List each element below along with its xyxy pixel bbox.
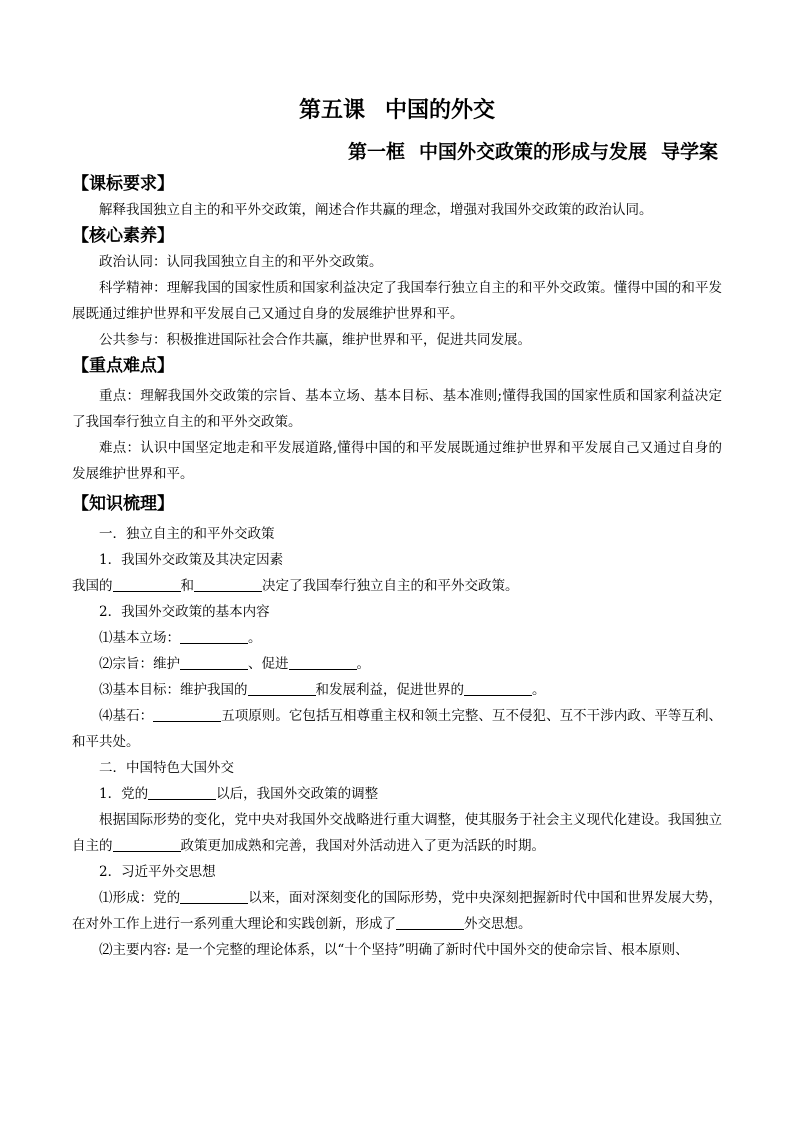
main-content-text: ⑵主要内容: 是一个完整的理论体系，以“十个坚持”明确了新时代中国外交的使命宗旨、根本原则、 [99,942,689,958]
knowledge-part-1: 一．独立自主的和平外交政策 [99,526,275,542]
blank-field [464,681,532,696]
blank-field [289,655,357,670]
core-political: 政治认同：认同我国独立自主的和平外交政策。 [99,254,383,270]
fill-line-party-congress: 1．党的 以后，我国外交政策的调整 [99,786,379,802]
heading-key-points: 【重点难点】 [72,356,174,376]
fill-line-foundation: ⑷基石： 五项原则。它包括互相尊重主权和领土完整、互不侵犯、互不干涉内政、平等互利、和平共处。 [72,708,723,750]
knowledge-1-1: 1．我国外交政策及其决定因素 [99,552,284,568]
blank-field [148,785,216,800]
core-science: 科学精神：理解我国的国家性质和国家利益决定了我国奉行独立自主的和平外交政策。懂得中国的和平发展既通过维护世界和平发展自己又通过自身的发展维护世界和平。 [72,280,722,322]
fill-line-purpose: ⑵宗旨：维护 、促进 。 [99,656,370,672]
heading-core-literacy: 【核心素养】 [72,226,174,246]
blank-field [180,629,248,644]
blank-field [113,577,181,592]
blank-field [396,915,464,930]
blank-field [113,837,181,852]
fill-line-determinants: 我国的 和 决定了我国奉行独立自主的和平外交政策。 [72,578,519,594]
blank-field [180,655,248,670]
curriculum-text: 解释我国独立自主的和平外交政策，阐述合作共赢的理念，增强对我国外交政策的政治认同。 [99,202,653,218]
core-public: 公共参与：积极推进国际社会合作共赢，维护世界和平，促进共同发展。 [99,332,531,348]
blank-field [180,889,248,904]
fill-line-adjustment: 根据国际形势的变化，党中央对我国外交战略进行重大调整，使其服务于社会主义现代化建设。我国独立自主的 政策更加成熟和完善，我国对外活动进入了更为活跃的时期。 [72,812,722,854]
key-point: 重点：理解我国外交政策的宗旨、基本立场、基本目标、基本准则;懂得我国的国家性质和国家利益决定了我国奉行独立自主的和平外交政策。 [72,388,722,430]
document-page [72,95,722,963]
knowledge-part-2: 二．中国特色大国外交 [99,760,234,776]
blank-field [153,707,221,722]
heading-knowledge: 【知识梳理】 [72,494,174,514]
knowledge-2-2: 2．习近平外交思想 [99,864,216,880]
heading-curriculum: 【课标要求】 [72,174,174,194]
difficult-point: 难点：认识中国坚定地走和平发展道路,懂得中国的和平发展既通过维护世界和平发展自己又通过自身的发展维护世界和平。 [72,440,722,482]
fill-line-formation: ⑴形成：党的 以来，面对深刻变化的国际形势，党中央深刻把握新时代中国和世界发展大势，在对外工作上进行一系列重大理论和实践创新，形成了 外交思想。 [72,890,723,932]
knowledge-1-2: 2．我国外交政策的基本内容 [99,604,270,620]
fill-line-goal: ⑶基本目标：维护我国的 和发展利益，促进世界的 。 [99,682,546,698]
blank-field [194,577,262,592]
section-subtitle: 第一框 中国外交政策的形成与发展 导学案 [347,141,718,163]
blank-field [248,681,316,696]
lesson-title: 第五课 中国的外交 [298,97,496,123]
fill-line-stance: ⑴基本立场： 。 [99,630,262,646]
